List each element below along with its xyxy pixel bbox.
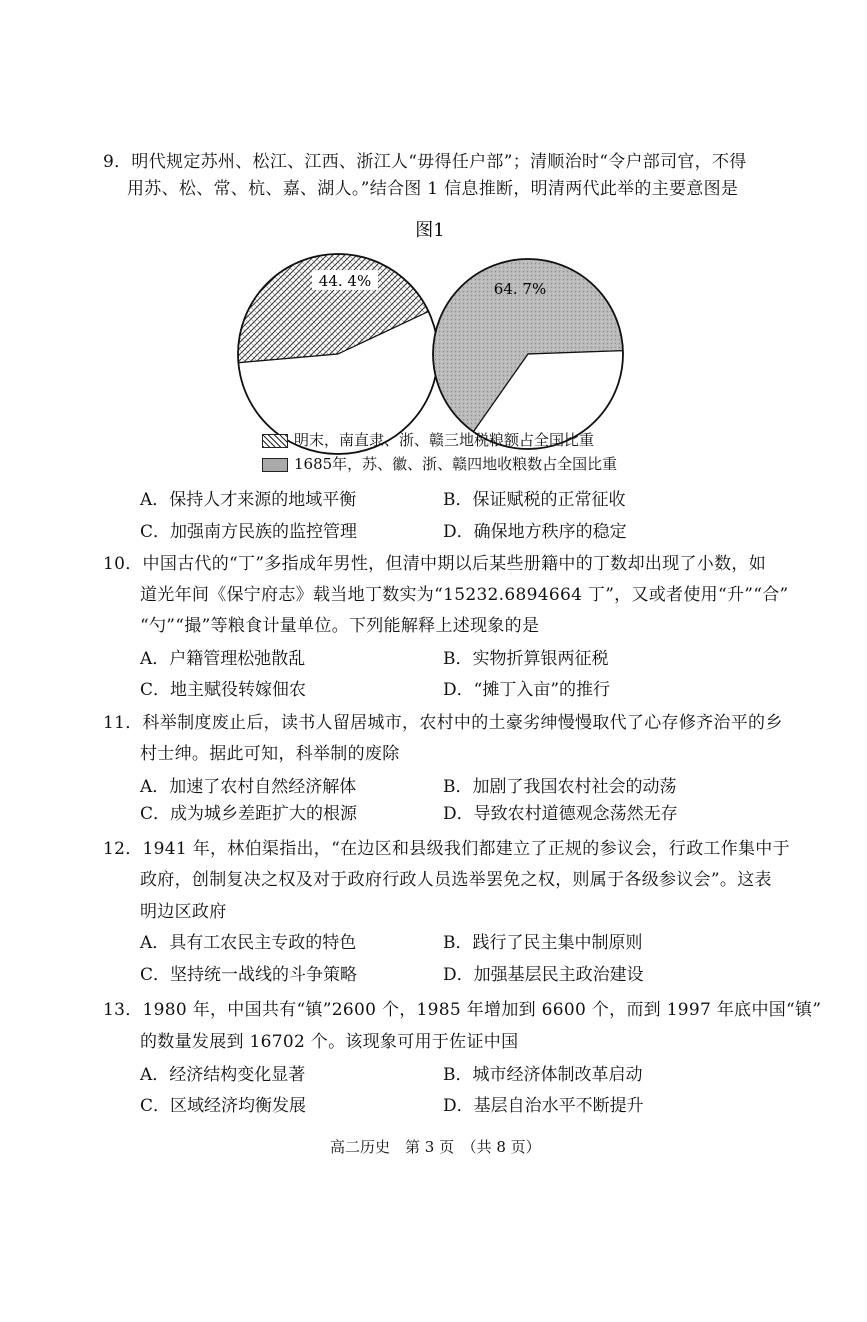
pie-right-label: 64. 7% (493, 280, 547, 298)
q13-option-a: A．经济结构变化显著 (140, 1065, 306, 1085)
q10-option-a: A．户籍管理松弛散乱 (140, 649, 306, 669)
page-footer: 高二历史 第 3 页 （共 8 页） (330, 1138, 541, 1156)
q9-option-a: A．保持人才来源的地域平衡 (140, 490, 357, 510)
q12-stem-line-2: 政府，创制复决之权及对于政府行政人员选举罢免之权，则属于各级参议会”。这表 (140, 870, 772, 890)
q13-stem-line-1: 13．1980 年，中国共有“镇”2600 个，1985 年增加到 6600 个，而到 1997 年底中国“镇” (103, 1000, 822, 1020)
q10-option-b: B．实物折算银两征税 (443, 649, 609, 669)
legend-swatch-shaded (262, 458, 288, 472)
q11-option-d: D．导致农村道德观念荡然无存 (443, 804, 678, 824)
q10-stem-line-1: 10．中国古代的“丁”多指成年男性，但清中期以后某些册籍中的丁数却出现了小数，如 (103, 554, 767, 574)
pie-left-label: 44. 4% (318, 272, 372, 290)
legend-item-1: 明末，南直隶、浙、赣三地税粮额占全国比重 (294, 431, 595, 449)
legend-swatch-hatched (262, 434, 288, 448)
pie-chart-right (433, 259, 623, 449)
q10-stem-line-3: “勺”“撮”等粮食计量单位。下列能解释上述现象的是 (140, 616, 540, 636)
q12-option-c: C．坚持统一战线的斗争策略 (140, 965, 358, 985)
pie-chart-left (238, 254, 438, 454)
q11-stem-line-1: 11．科举制度废止后，读书人留居城市，农村中的土豪劣绅慢慢取代了心存修齐治平的乡 (103, 713, 783, 733)
q13-stem-line-2: 的数量发展到 16702 个。该现象可用于佐证中国 (140, 1032, 519, 1052)
q13-option-c: C．区域经济均衡发展 (140, 1096, 307, 1116)
q12-option-a: A．具有工农民主专政的特色 (140, 933, 357, 953)
q11-option-a: A．加速了农村自然经济解体 (140, 777, 357, 797)
q9-option-d: D．确保地方秩序的稳定 (443, 522, 627, 542)
q9-option-b: B．保证赋税的正常征收 (443, 490, 626, 510)
figure-title: 图1 (415, 220, 445, 241)
q9-option-c: C．加强南方民族的监控管理 (140, 522, 358, 542)
q10-option-d: D．“摊丁入亩”的推行 (443, 680, 611, 700)
q12-stem-line-1: 12．1941 年，林伯渠指出，“在边区和县级我们都建立了正规的参议会，行政工作集中于 (103, 839, 790, 859)
q11-stem-line-2: 村士绅。据此可知，科举制的废除 (140, 744, 400, 764)
q12-option-b: B．践行了民主集中制原则 (443, 933, 643, 953)
q10-option-c: C．地主赋役转嫁佃农 (140, 680, 307, 700)
q13-option-d: D．基层自治水平不断提升 (443, 1096, 644, 1116)
q10-stem-line-2: 道光年间《保宁府志》载当地丁数实为“15232.6894664 丁”，又或者使用“升”“合” (140, 585, 789, 605)
legend-item-2: 1685年，苏、徽、浙、赣四地收粮数占全国比重 (294, 455, 618, 473)
q11-option-c: C．成为城乡差距扩大的根源 (140, 804, 358, 824)
q12-stem-line-3: 明边区政府 (140, 902, 227, 922)
q9-stem-line-1: 9．明代规定苏州、松江、江西、浙江人“毋得任户部”；清顺治时“令户部司官，不得 (103, 152, 747, 172)
q9-stem-line-2: 用苏、松、常、杭、嘉、湖人。”结合图 1 信息推断，明清两代此举的主要意图是 (127, 179, 739, 199)
q13-option-b: B．城市经济体制改革启动 (443, 1065, 643, 1085)
q12-option-d: D．加强基层民主政治建设 (443, 965, 644, 985)
q11-option-b: B．加剧了我国农村社会的动荡 (443, 777, 677, 797)
